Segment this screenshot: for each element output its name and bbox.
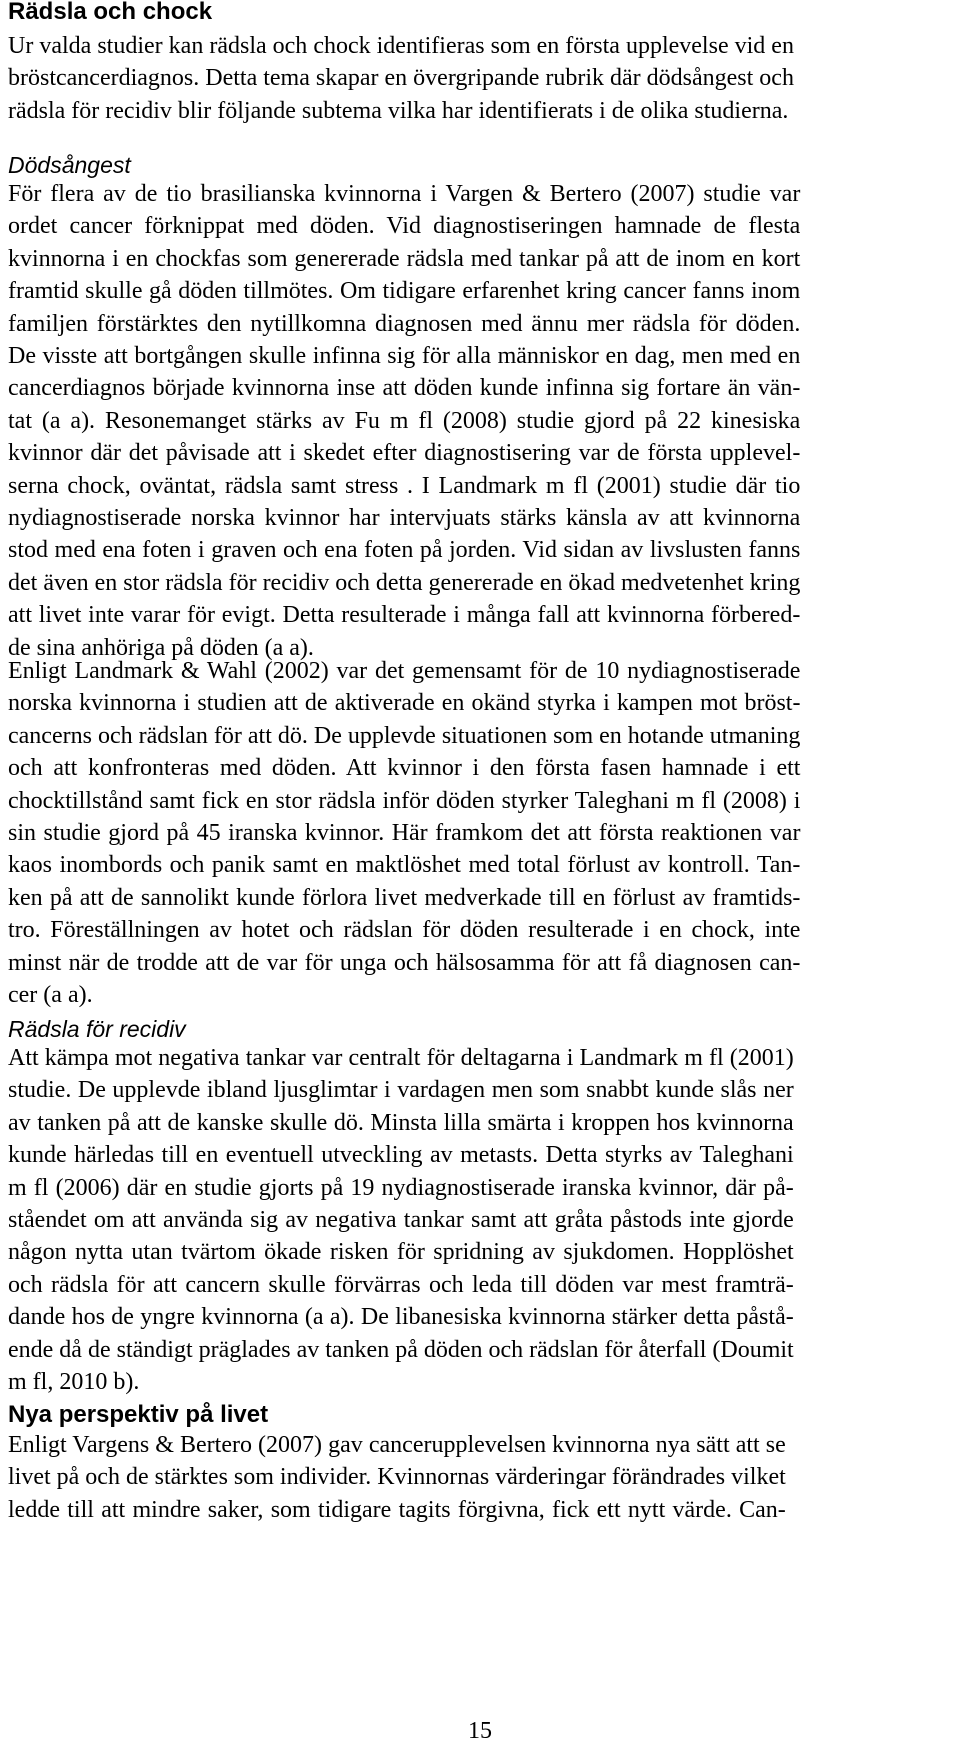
text-line: dande hos de yngre kvinnorna (a a). De libanesiska kvinnorna stärker detta påstå- <box>8 1304 794 1331</box>
text-line: av tanken på att de kanske skulle dö. Minsta lilla smärta i kroppen hos kvinnorna <box>8 1109 794 1136</box>
paragraph-intro <box>8 30 794 127</box>
text-line: kvinnor där det påvisade att i skedet efter diagnostisering var de första upplevel- <box>8 440 801 467</box>
text-line: någon nytta utan tvärtom ökade risken för spridning av sjukdomen. Hopplöshet <box>8 1239 794 1266</box>
text-line: serna chock, oväntat, rädsla samt stress . I Landmark m fl (2001) studie där tio <box>8 472 801 499</box>
text-line: livet på och de stärktes som individer. Kvinnornas värderingar förändrades vilket <box>8 1464 786 1491</box>
subheading-dodsangest: Dödsångest <box>8 152 131 178</box>
text-line: kvinnorna i en chockfas som genererade rädsla med tankar på att de inom en kort <box>8 245 801 272</box>
text-line: familjen förstärktes den nytillkomna diagnosen med ännu mer rädsla för döden. <box>8 310 801 337</box>
text-line: ordet cancer förknippat med döden. Vid diagnostiseringen hamnade de flesta <box>8 213 801 240</box>
text-line: norska kvinnorna i studien att de aktiverade en okänd styrka i kampen mot bröst- <box>8 690 801 717</box>
text-line: framtid skulle gå döden tillmötes. Om tidigare erfarenhet kring cancer fanns inom <box>8 278 801 305</box>
text-line: m fl, 2010 b). <box>8 1369 140 1396</box>
text-line: För flera av de tio brasilianska kvinnorna i Vargen & Bertero (2007) studie var <box>8 181 801 207</box>
text-line: ståendet om att använda sig av negativa tankar samt att gråta påstods inte gjorde <box>8 1207 794 1234</box>
text-line: Att kämpa mot negativa tankar var centralt för deltagarna i Landmark m fl (2001) <box>8 1045 794 1071</box>
text-line: kunde härledas till en eventuell utveckling av metasts. Detta styrks av Taleghani <box>8 1142 794 1169</box>
text-line: sin studie gjord på 45 iranska kvinnor. Här framkom det att första reaktionen var <box>8 820 801 847</box>
text-line: ken på att de sannolikt kunde förlora livet medverkade till en förlust av framtids- <box>8 884 801 911</box>
text-line: ende då de ständigt präglades av tanken på döden och rädslan för återfall (Doumit <box>8 1336 794 1363</box>
text-line: cer (a a). <box>8 982 93 1009</box>
text-line: studie. De upplevde ibland ljusglimtar i vardagen men som snabbt kunde slås ner <box>8 1077 794 1104</box>
text-line: att livet inte varar för evigt. Detta resulterade i många fall att kvinnorna förbered- <box>8 602 801 629</box>
text-line: tat (a a). Resonemanget stärks av Fu m fl (2008) studie gjord på 22 kinesiska <box>8 407 801 434</box>
text-line: och att konfronteras med döden. Att kvinnor i den första fasen hamnade i ett <box>8 755 801 782</box>
text-line: det även en stor rädsla för recidiv och detta genererade en ökad medvetenhet kring <box>8 569 801 596</box>
section-heading-nya-perspektiv: Nya perspektiv på livet <box>8 1401 269 1428</box>
text-line: m fl (2006) där en studie gjorts på 19 nydiagnostiserade iranska kvinnor, där på- <box>8 1174 794 1201</box>
paragraph-nya-perspektiv <box>8 1429 786 1526</box>
section-heading-radsla-och-chock: Rädsla och chock <box>8 0 213 25</box>
text-line: de sina anhöriga på döden (a a). <box>8 634 314 661</box>
page-number: 15 <box>468 1718 492 1744</box>
text-line: nydiagnostiserade norska kvinnor har intervjuats stärks känsla av att kvinnorna <box>8 505 801 532</box>
text-line: Enligt Vargens & Bertero (2007) gav cancerupplevelsen kvinnorna nya sätt att se <box>8 1432 786 1458</box>
text-line: cancerns och rädslan för att dö. De upplevde situationen som en hotande utmaning <box>8 722 801 749</box>
text-line: Ur valda studier kan rädsla och chock identifieras som en första upplevelse vid en <box>8 33 794 59</box>
text-line: De visste att bortgången skulle infinna sig för alla människor en dag, men med en <box>8 343 801 370</box>
paragraph-dodsangest-2 <box>8 655 800 1011</box>
subheading-radsla-for-recidiv: Rädsla för recidiv <box>8 1016 186 1042</box>
text-line: tro. Föreställningen av hotet och rädslan för döden resulterade i en chock, inte <box>8 917 801 944</box>
text-line: stod med ena foten i graven och ena foten på jorden. Vid sidan av livslusten fanns <box>8 537 801 564</box>
text-line: cancerdiagnos började kvinnorna inse att döden kunde infinna sig fortare än vän- <box>8 375 801 402</box>
text-line: Enligt Landmark & Wahl (2002) var det gemensamt för de 10 nydiagnostiserade <box>8 658 801 684</box>
text-line: kaos inombords och panik samt en maktlöshet med total förlust av kontroll. Tan- <box>8 852 801 879</box>
paragraph-recidiv <box>8 1042 794 1398</box>
text-line: rädsla för recidiv blir följande subtema vilka har identifierats i de olika studierna. <box>8 97 789 124</box>
paragraph-dodsangest-1 <box>8 178 800 664</box>
text-line: minst när de trodde att de var för unga och hälsosamma för att få diagnosen can- <box>8 949 801 976</box>
text-line: ledde till att mindre saker, som tidigare tagits förgivna, fick ett nytt värde. Can- <box>8 1496 786 1523</box>
text-line: chocktillstånd samt fick en stor rädsla inför döden styrker Taleghani m fl (2008) i <box>8 787 801 814</box>
text-line: och rädsla för att cancern skulle förvärras och leda till döden var mest framträ- <box>8 1271 794 1298</box>
text-line: bröstcancerdiagnos. Detta tema skapar en övergripande rubrik där dödsångest och <box>8 65 794 92</box>
